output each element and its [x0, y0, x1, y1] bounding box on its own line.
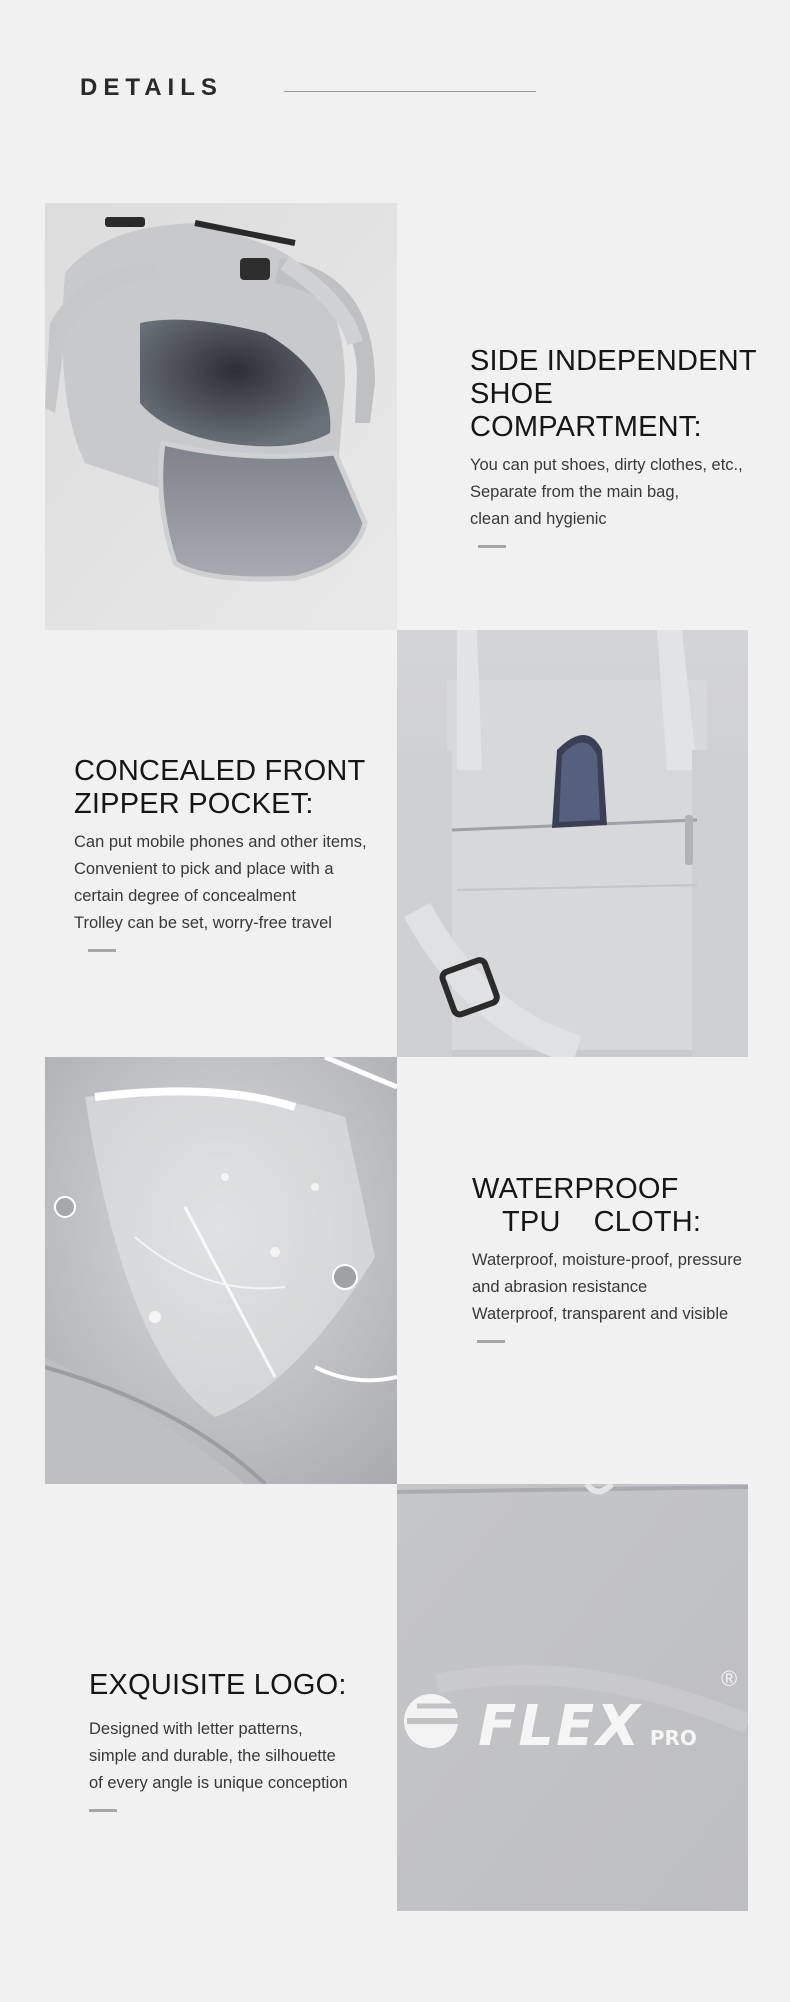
- accent-dash: [88, 949, 116, 952]
- section-title: WATERPROOF TPU CLOTH:: [472, 1173, 702, 1238]
- section-pocket: [74, 755, 367, 952]
- gym-bag-photo: [45, 203, 397, 630]
- page-title: DETAILS: [80, 74, 223, 101]
- section-description: You can put shoes, dirty clothes, etc., Separate from the main bag, clean and hygienic: [470, 456, 743, 528]
- section-description: Waterproof, moisture-proof, pressure and abrasion resistance Waterproof, transparent and visible: [472, 1251, 742, 1323]
- header-divider: [284, 91, 536, 92]
- tpu-lining-photo: [45, 1057, 397, 1484]
- section-waterproof: [472, 1173, 742, 1343]
- brand-logo: FLEX PRO: [478, 1694, 697, 1759]
- accent-dash: [89, 1809, 117, 1812]
- section-title: EXQUISITE LOGO:: [89, 1669, 347, 1701]
- section-title: SIDE INDEPENDENT SHOE COMPARTMENT:: [470, 345, 757, 443]
- section-description: Designed with letter patterns, simple and durable, the silhouette of every angle is unique conception: [89, 1720, 348, 1792]
- section-description: Can put mobile phones and other items, Convenient to pick and place with a certain degree of concealment Trolley can be set, worry-free travel: [74, 833, 367, 932]
- front-pocket-photo: [397, 630, 748, 1057]
- accent-dash: [477, 1340, 505, 1343]
- accent-dash: [478, 545, 506, 548]
- section-shoe: [470, 345, 790, 548]
- section-title: CONCEALED FRONT ZIPPER POCKET:: [74, 755, 366, 820]
- registered-mark: ®: [721, 1666, 738, 1691]
- section-logo: [89, 1669, 348, 1812]
